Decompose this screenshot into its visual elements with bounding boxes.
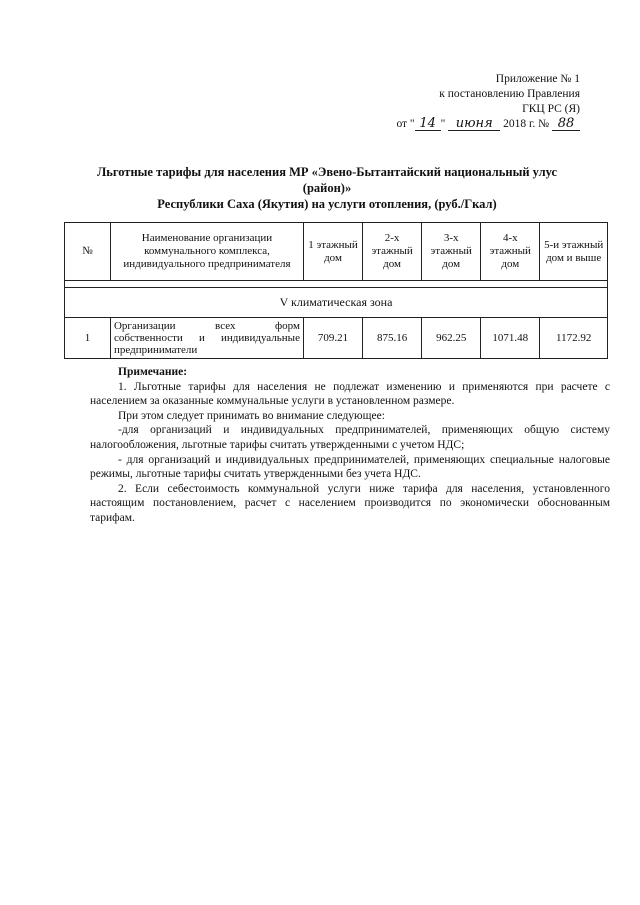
title-line-1: Льготные тарифы для населения МР «Эвено-Бытантайский национальный улус (район)» <box>96 165 558 195</box>
climate-zone-label: V климатическая зона <box>65 288 608 318</box>
notes-title: Примечание: <box>118 366 188 378</box>
handwritten-month: июня <box>448 118 500 131</box>
note-paragraph-3: -для организаций и индивидуальных предпринимателей, применяющих общую систему налогообложения, льготные тарифы считать утвержденными с учетом НДС; <box>90 424 610 451</box>
value-2-floor: 875.16 <box>363 318 422 359</box>
notes-section <box>90 365 610 526</box>
handwritten-decree-number: 88 <box>552 118 580 131</box>
note-paragraph-1: 1. Льготные тарифы для населения не подлежат изменению и применяются при расчете с населением за оказанные коммунальные услуги в установленном размере. <box>90 380 610 408</box>
tariff-table <box>64 222 608 359</box>
decree-date-prefix: от " <box>396 118 415 130</box>
note-paragraph-4: - для организаций и индивидуальных предпринимателей, применяющих специальные налоговые режимы, льготные тарифы считать утвержденными без учета НДС. <box>90 453 610 481</box>
appendix-decree-reference: к постановлению Правления <box>439 88 580 100</box>
value-3-floor: 962.25 <box>422 318 481 359</box>
header-2-floor: 2-х этажный дом <box>363 223 422 281</box>
org-name-line-3: предприниматели <box>113 344 198 356</box>
spacer-row <box>65 281 608 288</box>
table-header-row <box>65 223 608 281</box>
appendix-header <box>340 72 580 132</box>
org-name-line-1: Организации всех форм <box>113 320 300 332</box>
org-name-line-2: собственности и индивидуальные <box>113 332 300 344</box>
document-title <box>82 164 572 212</box>
header-1-floor: 1 этажный дом <box>303 223 362 281</box>
table-row <box>65 318 608 359</box>
value-1-floor: 709.21 <box>303 318 362 359</box>
title-line-2: Республики Саха (Якутия) на услуги отопления, (руб./Гкал) <box>157 197 497 211</box>
climate-zone-row <box>65 288 608 318</box>
header-4-floor: 4-х этажный дом <box>481 223 540 281</box>
row-organization-name <box>110 318 303 359</box>
decree-date-quote: " <box>440 118 446 130</box>
value-5-floor-and-above: 1172.92 <box>540 318 608 359</box>
appendix-authority: ГКЦ РС (Я) <box>522 103 580 115</box>
handwritten-day: 14 <box>415 118 441 131</box>
value-4-floor: 1071.48 <box>481 318 540 359</box>
note-paragraph-2: При этом следует принимать во внимание следующее: <box>118 409 385 422</box>
header-organization-name: Наименование организации коммунального комплекса, индивидуального предпринимателя <box>110 223 303 281</box>
header-3-floor: 3-х этажный дом <box>422 223 481 281</box>
appendix-number: Приложение № 1 <box>495 73 580 85</box>
spacer-cell <box>65 281 608 288</box>
decree-date-line <box>340 117 580 132</box>
note-paragraph-5: 2. Если себестоимость коммунальной услуги ниже тарифа для населения, установленного настоящим постановлением, расчет с населением производится по экономически обоснованным тарифам. <box>90 482 610 524</box>
header-5-floor-and-above: 5-и этажный дом и выше <box>540 223 608 281</box>
header-number: № <box>65 223 111 281</box>
row-number: 1 <box>65 318 111 359</box>
decree-year-number: 2018 г. № <box>503 118 550 130</box>
